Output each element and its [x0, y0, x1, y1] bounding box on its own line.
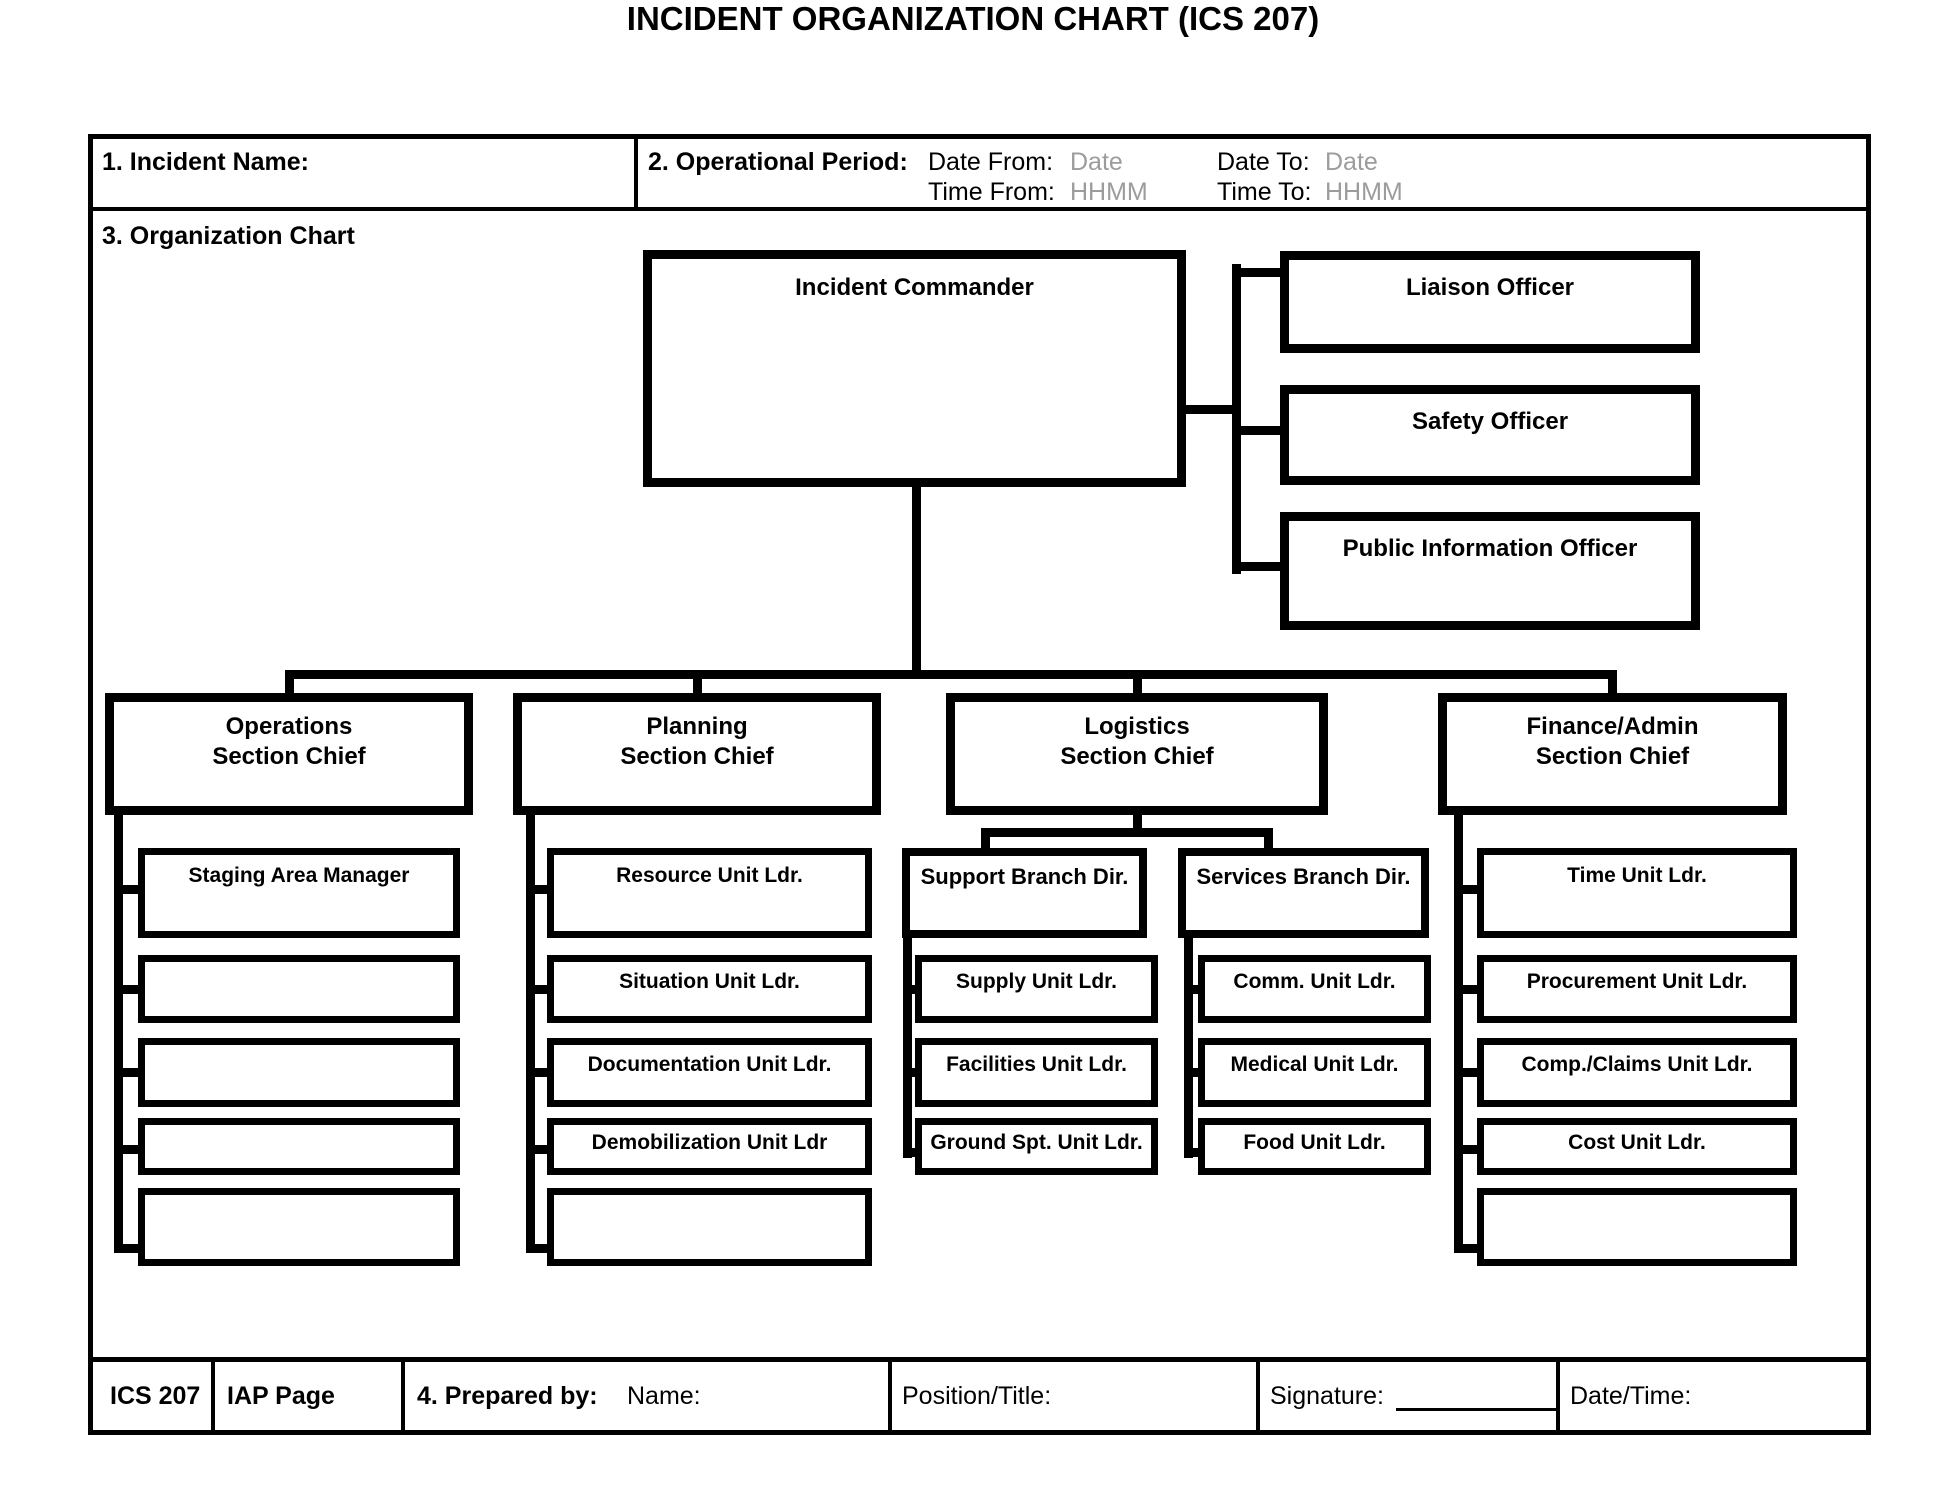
date-from-input[interactable]: Date: [1070, 148, 1123, 176]
connector-planning-spine: [526, 813, 535, 1253]
services-unit-3-label: Food Unit Ldr.: [1243, 1131, 1386, 1154]
finance-unit-4-box[interactable]: [1477, 1118, 1797, 1175]
operations-unit-1-box[interactable]: [138, 848, 460, 938]
connector-liaison-stub: [1236, 268, 1284, 277]
finance-unit-4-label: Cost Unit Ldr.: [1568, 1131, 1706, 1154]
services-unit-2-box[interactable]: [1198, 1038, 1431, 1107]
planning-unit-2-label: Situation Unit Ldr.: [619, 970, 800, 993]
connector-branch-bar: [981, 828, 1273, 837]
finance-unit-1-box[interactable]: [1477, 848, 1797, 938]
support-unit-2-box[interactable]: [915, 1038, 1158, 1107]
finance-unit-3-label: Comp./Claims Unit Ldr.: [1521, 1053, 1753, 1076]
date-to-label: Date To:: [1217, 148, 1310, 176]
operations-unit-3-box[interactable]: [138, 1038, 460, 1107]
finance-chief-label-line1: Finance/Admin: [1526, 713, 1699, 740]
finance-chief-box[interactable]: [1438, 693, 1787, 815]
planning-unit-2-box[interactable]: [547, 955, 872, 1023]
planning-chief-label-line2: Section Chief: [620, 743, 774, 770]
incident-commander-box[interactable]: [643, 250, 1186, 487]
operations-unit-2-box[interactable]: [138, 955, 460, 1023]
finance-chief-label-line2: Section Chief: [1535, 743, 1690, 770]
support-unit-2-label: Facilities Unit Ldr.: [946, 1053, 1127, 1076]
incident-commander-label: Incident Commander: [795, 274, 1034, 301]
incident-name-label: 1. Incident Name:: [102, 148, 309, 176]
position-title-field[interactable]: Position/Title:: [902, 1382, 1052, 1410]
prepared-by-label: 4. Prepared by:: [417, 1382, 598, 1410]
finance-unit-2-box[interactable]: [1477, 955, 1797, 1023]
finance-unit-2-label: Procurement Unit Ldr.: [1526, 970, 1748, 993]
planning-unit-4-label: Demobilization Unit Ldr: [591, 1131, 828, 1154]
footer-top-border: [88, 1357, 1871, 1362]
services-unit-1-label: Comm. Unit Ldr.: [1233, 970, 1396, 993]
services-unit-3-box[interactable]: [1198, 1118, 1431, 1175]
connector-safety-stub: [1236, 426, 1284, 435]
safety-officer-label: Safety Officer: [1411, 408, 1569, 435]
signature-line[interactable]: [1396, 1408, 1556, 1411]
footer-divider-5: [1556, 1362, 1560, 1435]
public-information-officer-box[interactable]: [1280, 512, 1700, 630]
time-to-label: Time To:: [1217, 178, 1312, 206]
footer-iap-page-field[interactable]: IAP Page: [227, 1382, 335, 1410]
services-unit-1-box[interactable]: [1198, 955, 1431, 1023]
logistics-chief-label-line1: Logistics: [1084, 713, 1190, 740]
page-title: INCIDENT ORGANIZATION CHART (ICS 207): [626, 0, 1320, 37]
planning-unit-3-label: Documentation Unit Ldr.: [587, 1053, 832, 1076]
header-bottom-border: [88, 207, 1871, 211]
date-time-field[interactable]: Date/Time:: [1570, 1382, 1692, 1410]
support-branch-director-box[interactable]: [902, 848, 1147, 938]
footer-divider-2: [401, 1362, 405, 1435]
operations-unit-1-label: Staging Area Manager: [188, 864, 410, 887]
header-cell-divider: [634, 134, 638, 211]
connector-finance-spine: [1454, 813, 1463, 1253]
time-from-input[interactable]: HHMM: [1070, 178, 1148, 206]
planning-unit-1-label: Resource Unit Ldr.: [616, 864, 803, 887]
support-unit-3-label: Ground Spt. Unit Ldr.: [930, 1131, 1143, 1154]
name-field[interactable]: Name:: [627, 1382, 701, 1410]
connector-support-spine: [903, 936, 912, 1158]
services-branch-director-label: Services Branch Dir.: [1196, 864, 1411, 889]
support-unit-3-box[interactable]: [915, 1118, 1158, 1175]
connector-ic-drop: [912, 485, 921, 675]
planning-unit-5-box[interactable]: [547, 1188, 872, 1266]
operations-unit-4-box[interactable]: [138, 1118, 460, 1175]
footer-form-id: ICS 207: [110, 1382, 201, 1410]
time-to-input[interactable]: HHMM: [1325, 178, 1403, 206]
liaison-officer-box[interactable]: [1280, 251, 1700, 353]
connector-distribution-line: [285, 670, 1617, 679]
connector-services-spine: [1184, 936, 1193, 1158]
connector-operations-spine: [114, 813, 123, 1253]
operations-unit-5-box[interactable]: [138, 1188, 460, 1266]
finance-unit-5-box[interactable]: [1477, 1188, 1797, 1266]
footer-divider-3: [888, 1362, 892, 1435]
connector-pio-stub: [1236, 562, 1284, 571]
connector-ic-to-staff: [1182, 405, 1236, 414]
connector-command-staff-spine: [1232, 264, 1241, 574]
finance-unit-3-box[interactable]: [1477, 1038, 1797, 1107]
safety-officer-box[interactable]: [1280, 385, 1700, 485]
planning-chief-label-line1: Planning: [646, 713, 748, 740]
signature-field[interactable]: Signature:: [1270, 1382, 1384, 1410]
liaison-officer-label: Liaison Officer: [1405, 274, 1575, 301]
logistics-chief-box[interactable]: [946, 693, 1328, 815]
org-chart-section-label: 3. Organization Chart: [102, 222, 355, 250]
date-from-label: Date From:: [928, 148, 1054, 176]
operations-chief-label-line1: Operations: [225, 713, 353, 740]
date-to-input[interactable]: Date: [1325, 148, 1378, 176]
support-unit-1-box[interactable]: [915, 955, 1158, 1023]
logistics-chief-label-line2: Section Chief: [1060, 743, 1214, 770]
planning-unit-3-box[interactable]: [547, 1038, 872, 1107]
services-unit-2-label: Medical Unit Ldr.: [1230, 1053, 1399, 1076]
support-branch-director-label: Support Branch Dir.: [920, 864, 1129, 889]
public-information-officer-label: Public Information Officer: [1342, 535, 1638, 562]
finance-unit-1-label: Time Unit Ldr.: [1567, 864, 1707, 887]
footer-divider-1: [211, 1362, 215, 1435]
time-from-label: Time From:: [928, 178, 1055, 206]
footer-divider-4: [1256, 1362, 1260, 1435]
planning-unit-4-box[interactable]: [547, 1118, 872, 1175]
operations-chief-box[interactable]: [105, 693, 473, 815]
operational-period-label: 2. Operational Period:: [648, 148, 908, 176]
services-branch-director-box[interactable]: [1178, 848, 1429, 938]
support-unit-1-label: Supply Unit Ldr.: [956, 970, 1117, 993]
planning-chief-box[interactable]: [513, 693, 881, 815]
planning-unit-1-box[interactable]: [547, 848, 872, 938]
operations-chief-label-line2: Section Chief: [212, 743, 366, 770]
